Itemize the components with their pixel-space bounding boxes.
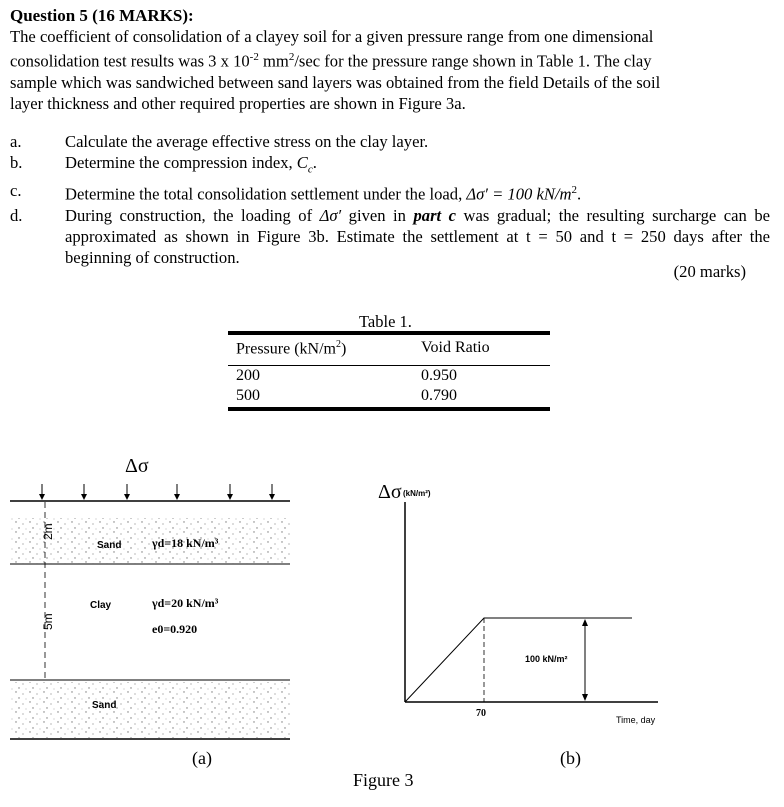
depth-2m-label: 2m	[41, 523, 55, 540]
table-row	[228, 367, 550, 387]
question-parts	[10, 131, 770, 268]
table-1	[228, 331, 550, 411]
x-axis-label: Time, day	[616, 715, 656, 725]
dim-arrow-up	[582, 619, 588, 626]
x-tick-70: 70	[476, 708, 486, 719]
intro-line-3: sample which was sandwiched between sand layers was obtained from the field Details of the soil	[10, 72, 661, 92]
table-row	[228, 387, 550, 407]
figure-a-soil-profile	[0, 440, 300, 770]
depth-5m-label: 5m	[41, 613, 55, 630]
header-void-ratio: Void Ratio	[421, 339, 490, 356]
intro-line-1: The coefficient of consolidation of a clayey soil for a given pressure range from one dimensional	[10, 27, 654, 46]
part-a: a. Calculate the average effective stress on the clay layer.	[10, 132, 429, 151]
load-arrows	[42, 484, 272, 498]
table-bottom-rule	[228, 407, 550, 411]
sand-top-label: Sand	[97, 540, 122, 551]
intro-line-4: layer thickness and other required properties are shown in Figure 3a.	[10, 93, 466, 113]
dim-arrow-down	[582, 694, 588, 701]
clay-label: Clay	[90, 600, 112, 611]
table-header-row	[228, 335, 550, 365]
delta-sigma-label: Δσ	[125, 455, 149, 477]
question-title: Question 5 (16 MARKS):	[10, 6, 194, 25]
cell-pressure: 200	[236, 367, 260, 384]
figure-a-caption: (a)	[192, 748, 212, 768]
figure-b-load-diagram	[360, 470, 680, 770]
axis-unit: (kN/m²)	[403, 489, 431, 498]
load-curve	[405, 618, 632, 702]
cell-void: 0.790	[421, 387, 457, 404]
table-caption: Table 1.	[359, 312, 412, 331]
figure-caption: Figure 3	[353, 770, 414, 790]
gamma-sand-label: γd=18 kN/m³	[152, 536, 219, 550]
marks-label: (20 marks)	[673, 262, 746, 281]
part-c: c. Determine the total consolidation settlement under the load, Δσ′ = 100 $kN/m^2$.	[10, 181, 582, 204]
e0-label: e0=0.920	[152, 622, 198, 636]
arrow-heads	[39, 494, 275, 500]
part-d: d. During construction, the loading of Δσ′ given in part c was gradual; the resulting surcharge can be approximated as shown in Figure 3b. Estimate the settlement at t = 50 and t = 250 days after the beginning of construction.	[10, 205, 770, 267]
header-pressure: Pressure $(kN/m^2)$	[236, 339, 347, 358]
table-mid-rule	[228, 365, 550, 366]
load-100-label: 100 kN/m²	[525, 654, 568, 664]
figure-b-caption: (b)	[560, 748, 581, 768]
gamma-clay-label: γd=20 kN/m³	[152, 596, 219, 610]
part-b: b. Determine the compression index, $C_c$.	[10, 153, 317, 176]
sand-layer-bottom	[10, 682, 290, 738]
sand-bottom-label: Sand	[92, 700, 117, 711]
question-intro	[10, 26, 770, 114]
cell-pressure: 500	[236, 387, 260, 404]
axis-delta-sigma: Δσ	[378, 481, 402, 503]
intro-line-2: consolidation test results was 3 x $10^{-2}$ $mm^2/\sec$ for the pressure range shown in Table 1. The clay	[10, 51, 652, 71]
cell-void: 0.950	[421, 367, 457, 384]
